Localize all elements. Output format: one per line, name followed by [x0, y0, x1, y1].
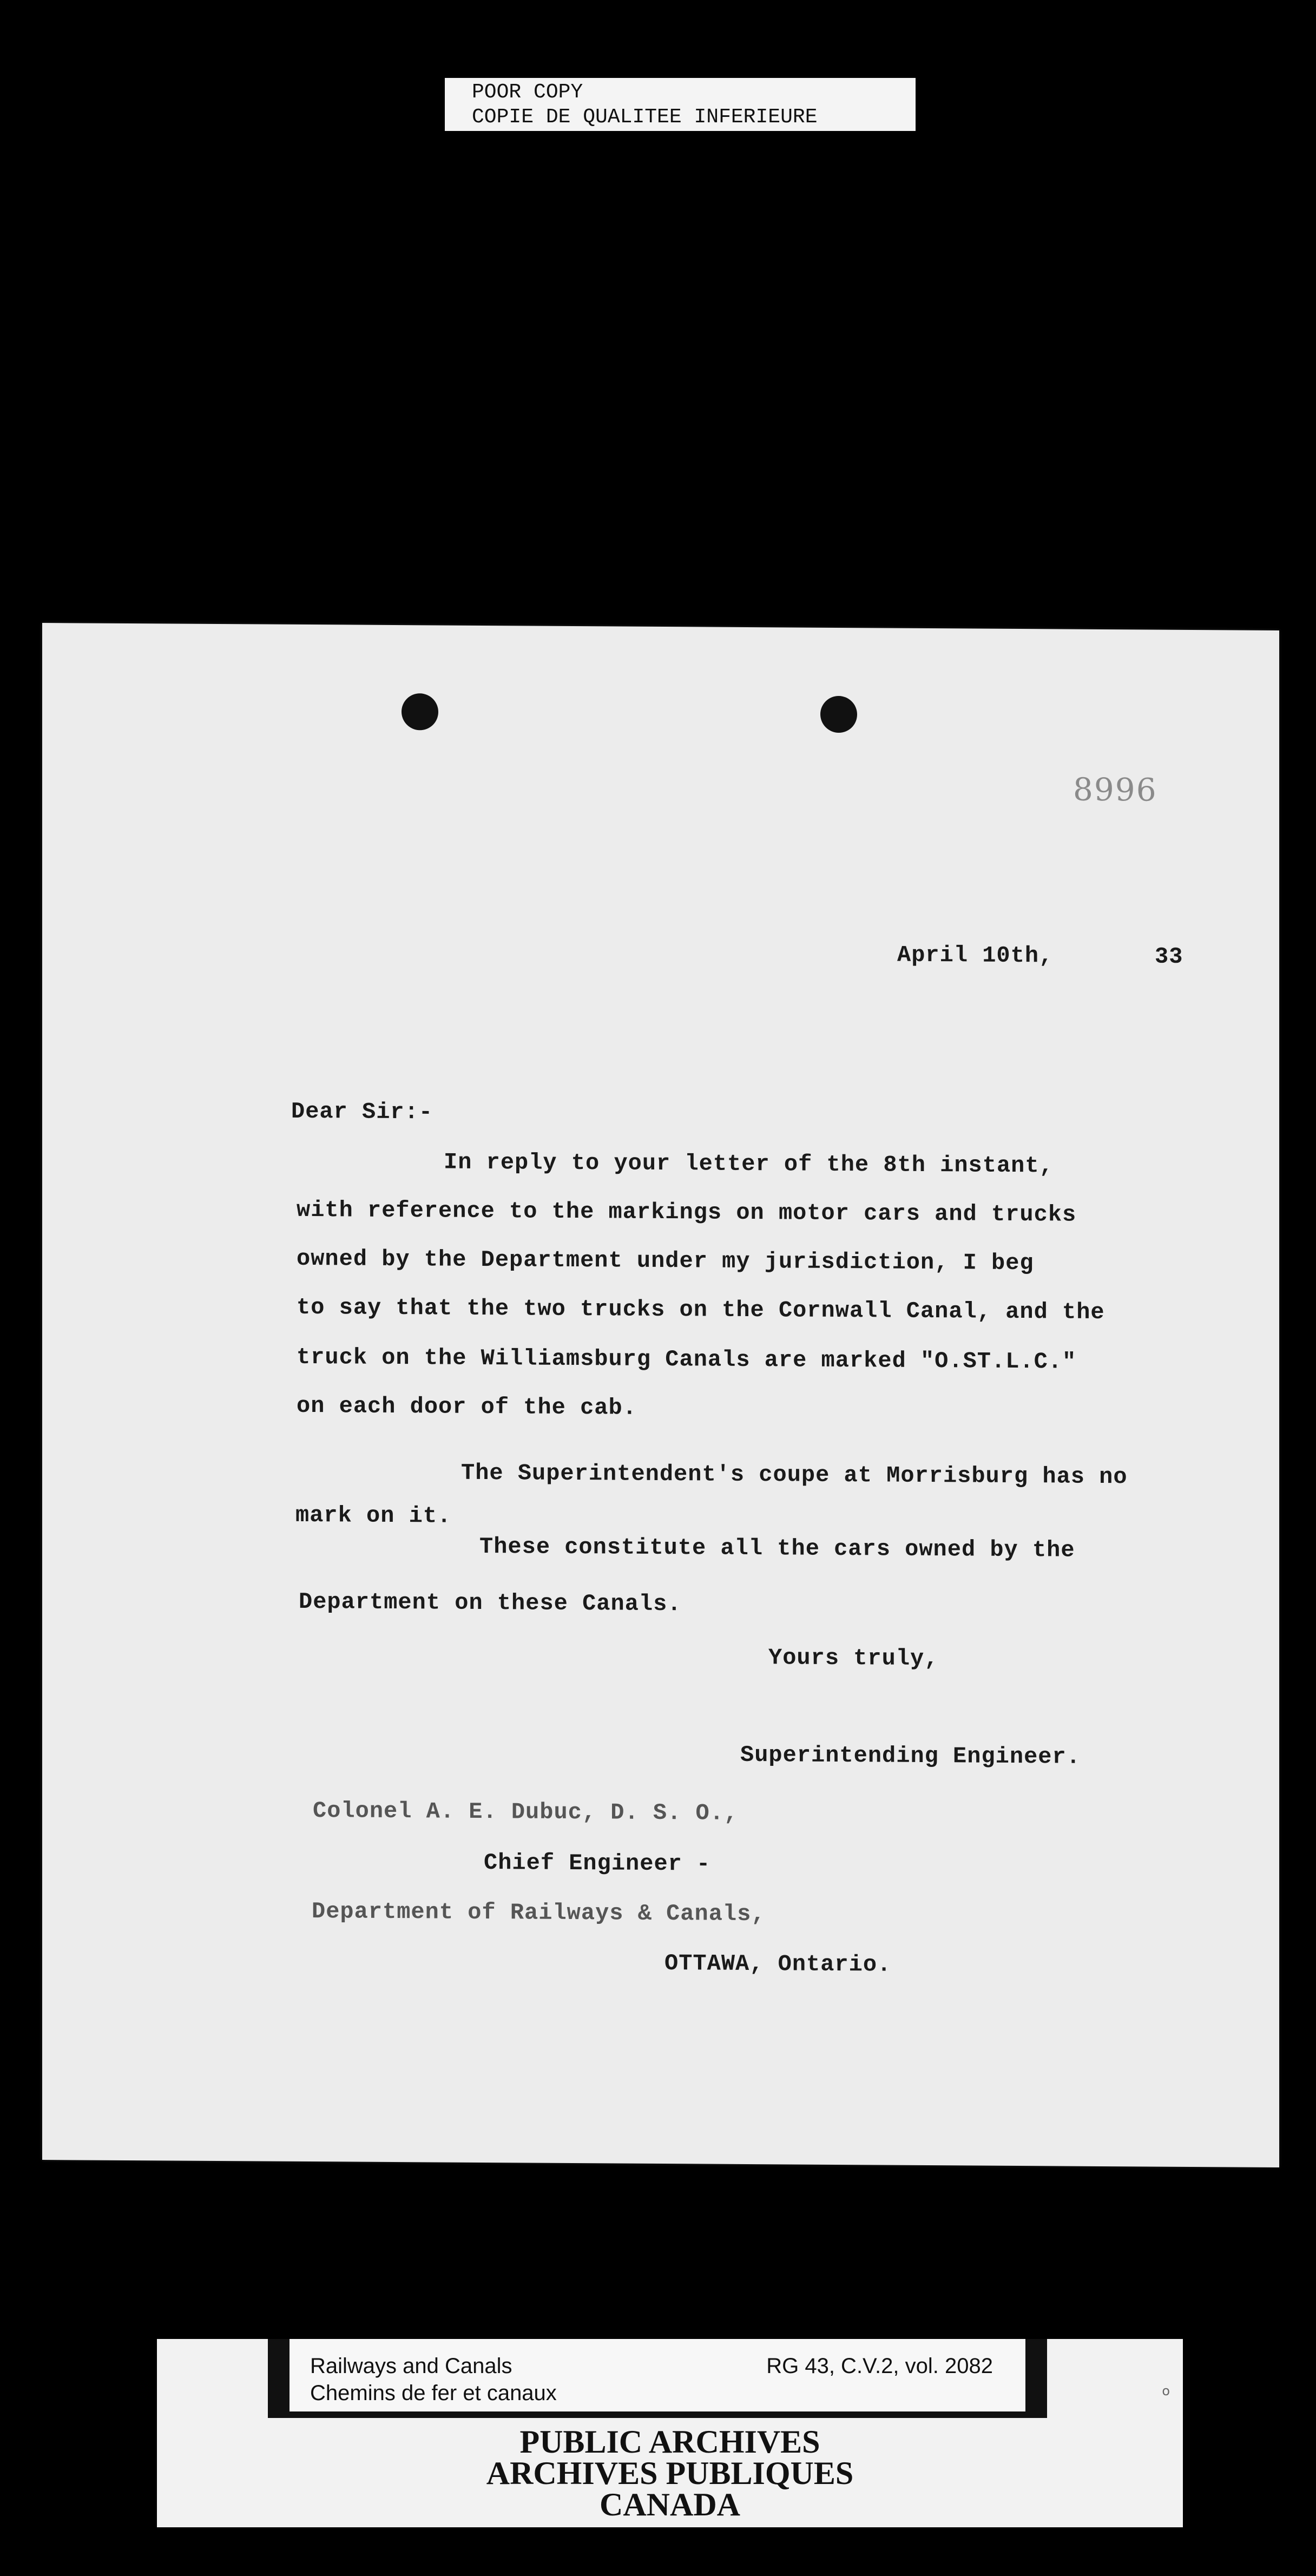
- body-line-10: Department on these Canals.: [299, 1588, 682, 1618]
- address-line-3: Department of Railways & Canals,: [312, 1898, 766, 1928]
- archive-reference-card: [157, 2339, 1183, 2527]
- body-line-4: to say that the two trucks on the Cornwall Canal, and the: [297, 1294, 1105, 1326]
- body-line-2: with reference to the markings on motor cars and trucks: [297, 1197, 1077, 1228]
- body-line-8: mark on it.: [295, 1502, 452, 1529]
- punch-hole-left: [402, 693, 438, 730]
- body-line-1: In reply to your letter of the 8th instant,: [444, 1149, 1054, 1179]
- body-line-6: on each door of the cab.: [297, 1392, 637, 1421]
- letter-year: 33: [1155, 943, 1183, 970]
- body-line-9: These constitute all the cars owned by the: [479, 1533, 1075, 1563]
- closing: Yours truly,: [768, 1645, 939, 1672]
- collection-name-fr: Chemins de fer et canaux: [310, 2381, 557, 2405]
- letter-date: April 10th,: [897, 942, 1054, 969]
- archive-title-en: PUBLIC ARCHIVES: [519, 2424, 820, 2460]
- poor-copy-line-en: POOR COPY: [472, 81, 583, 104]
- address-line-2: Chief Engineer -: [484, 1850, 711, 1877]
- body-line-7: The Superintendent's coupe at Morrisburg has no: [461, 1460, 1128, 1490]
- signature-title: Superintending Engineer.: [740, 1742, 1081, 1770]
- archive-title-fr: ARCHIVES PUBLIQUES: [486, 2455, 854, 2491]
- punch-hole-right: [820, 696, 857, 733]
- archive-strip-label: [289, 2339, 1025, 2411]
- body-line-5: truck on the Williamsburg Canals are marked "O.ST.L.C.": [297, 1344, 1077, 1375]
- address-line-1: Colonel A. E. Dubuc, D. S. O.,: [313, 1798, 739, 1826]
- letter-page: [42, 623, 1279, 2167]
- body-line-3: owned by the Department under my jurisdiction, I beg: [297, 1245, 1034, 1277]
- poor-copy-line-fr: COPIE DE QUALITEE INFERIEURE: [472, 106, 818, 129]
- poor-copy-label: [445, 78, 916, 131]
- archive-reference: RG 43, C.V.2, vol. 2082: [766, 2354, 993, 2378]
- archive-strip: [268, 2339, 1047, 2418]
- archive-title-country: CANADA: [600, 2487, 740, 2522]
- collection-name-en: Railways and Canals: [310, 2354, 512, 2378]
- card-corner-mark: o: [1162, 2383, 1170, 2398]
- salutation: Dear Sir:-: [291, 1098, 433, 1126]
- file-number-stamp: 8996: [1073, 771, 1157, 809]
- address-line-4: OTTAWA, Ontario.: [664, 1950, 892, 1978]
